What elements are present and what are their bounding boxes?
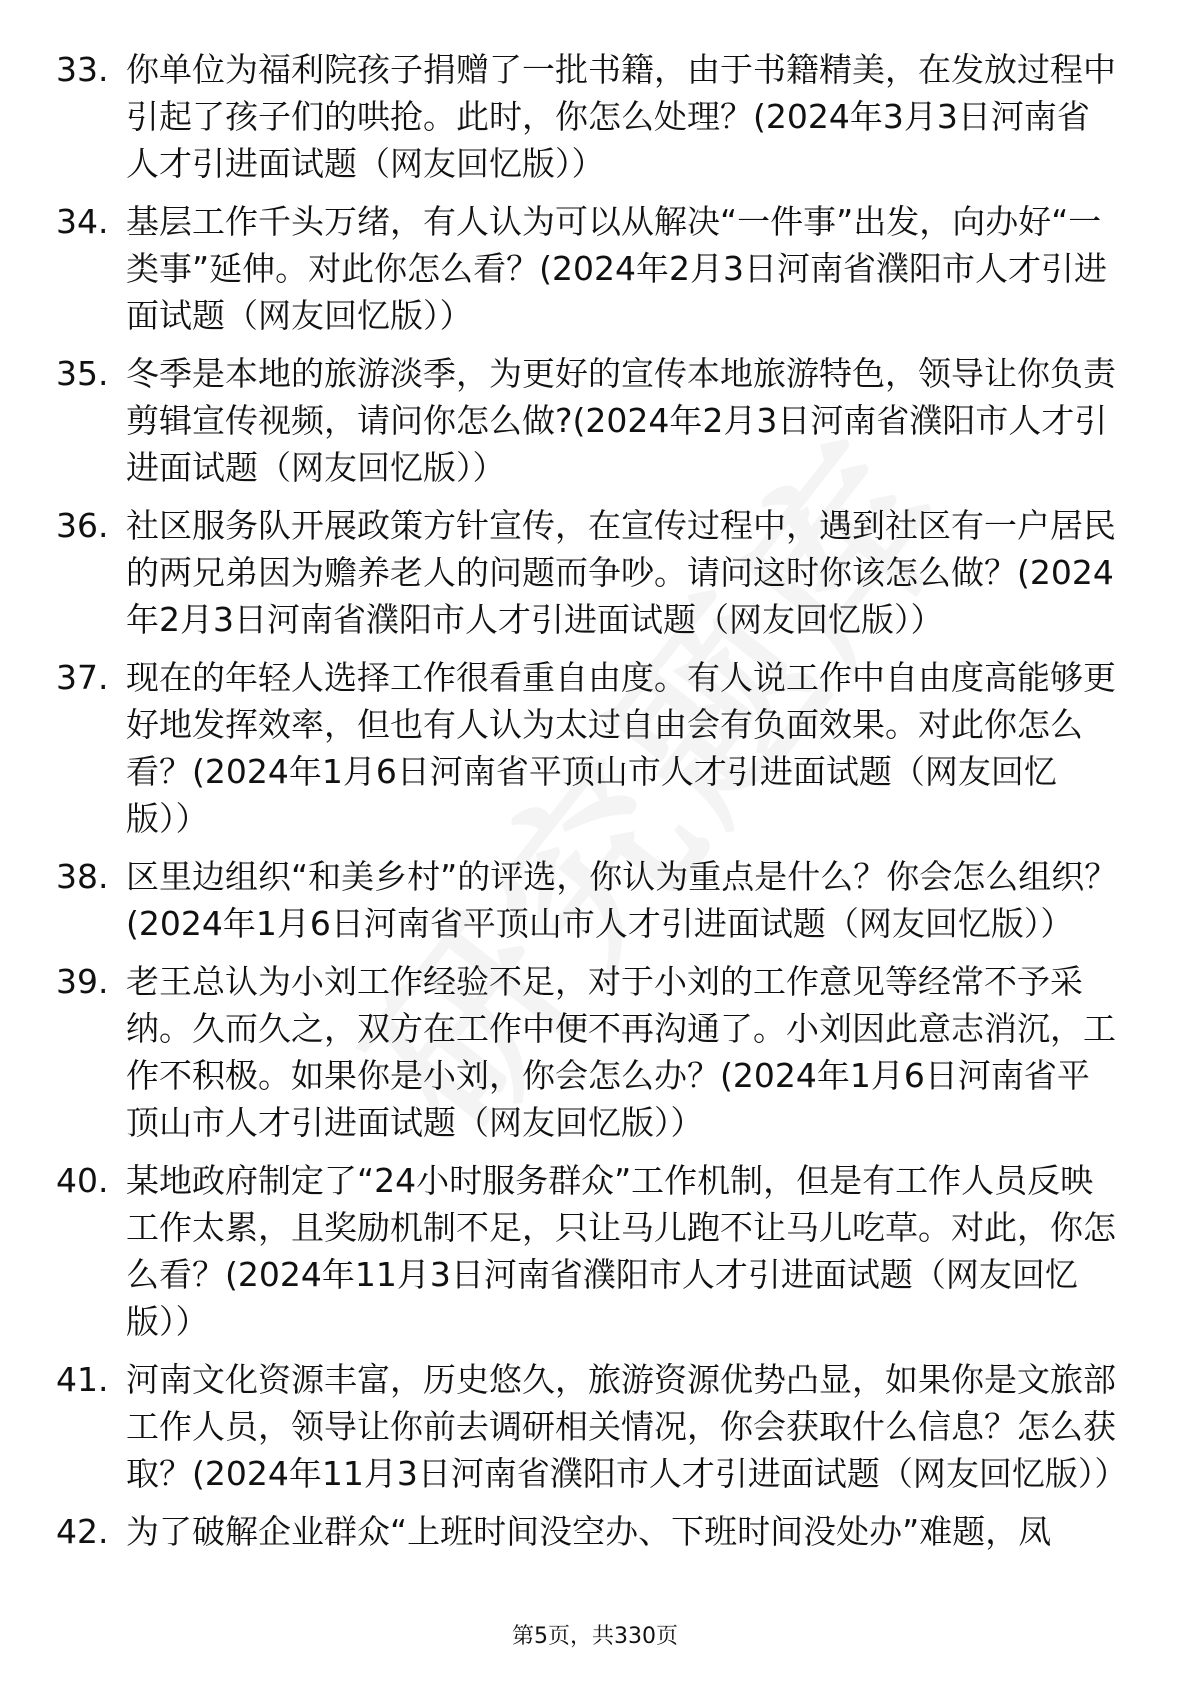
question-item [0,46,1190,187]
question-number: 40. [56,1161,109,1200]
question-text: 冬季是本地的旅游淡季，为更好的宣传本地旅游特色，领导让你负责剪辑宣传视频，请问你怎么做?(2024年2月3日河南省濮阳市人才引进面试题（网友回忆版）） [126,354,1116,487]
question-item [0,958,1190,1146]
question-number: 41. [56,1360,109,1399]
question-text: 区里边组织“和美乡村”的评选，你认为重点是什么？你会怎么组织？(2024年1月6日河南省平顶山市人才引进面试题（网友回忆版）） [126,857,1118,943]
question-item [0,198,1190,339]
page-footer: 第5页，共330页 [512,1624,678,1649]
question-item [0,853,1190,947]
question-text: 基层工作千头万绪，有人认为可以从解决“一件事”出发，向办好“一类事”延伸。对此你怎么看？(2024年2月3日河南省濮阳市人才引进面试题（网友回忆版）） [126,202,1107,335]
question-text: 为了破解企业群众“上班时间没空办、下班时间没处办”难题，凤 [126,1512,1052,1551]
question-number: 37. [56,658,109,697]
question-text: 某地政府制定了“24小时服务群众”工作机制，但是有工作人员反映工作太累，且奖励机制不足，只让马儿跑不让马儿吃草。对此，你怎么看？(2024年11月3日河南省濮阳市人才引进面试题（网友回忆版）） [126,1161,1116,1341]
question-number: 39. [56,962,109,1001]
question-text: 你单位为福利院孩子捐赠了一批书籍，由于书籍精美，在发放过程中引起了孩子们的哄抢。此时，你怎么处理？(2024年3月3日河南省人才引进面试题（网友回忆版）） [126,50,1116,183]
question-item [0,654,1190,842]
question-text: 现在的年轻人选择工作很看重自由度。有人说工作中自由度高能够更好地发挥效率，但也有人认为太过自由会有负面效果。对此你怎么看？(2024年1月6日河南省平顶山市人才引进面试题（网友回忆版）） [126,658,1116,838]
question-number: 33. [56,50,109,89]
question-number: 35. [56,354,109,393]
question-text: 河南文化资源丰富，历史悠久，旅游资源优势凸显，如果你是文旅部工作人员，领导让你前去调研相关情况，你会获取什么信息？怎么获取？(2024年11月3日河南省濮阳市人才引进面试题（网友回忆版）） [126,1360,1128,1493]
question-item [0,1356,1190,1497]
question-text: 老王总认为小刘工作经验不足，对于小刘的工作意见等经常不予采纳。久而久之，双方在工作中便不再沟通了。小刘因此意志消沉，工作不积极。如果你是小刘，你会怎么办？(2024年1月6日河南省平顶山市人才引进面试题（网友回忆版）） [126,962,1116,1142]
question-item [0,350,1190,491]
question-list [0,46,1190,1566]
question-number: 42. [56,1512,109,1551]
question-item [0,1508,1190,1555]
question-item [0,502,1190,643]
question-item [0,1157,1190,1345]
question-number: 34. [56,202,109,241]
question-number: 38. [56,857,109,896]
question-text: 社区服务队开展政策方针宣传，在宣传过程中，遇到社区有一户居民的两兄弟因为赡养老人的问题而争吵。请问这时你该怎么做？(2024年2月3日河南省濮阳市人才引进面试题（网友回忆版）） [126,506,1116,639]
question-number: 36. [56,506,109,545]
